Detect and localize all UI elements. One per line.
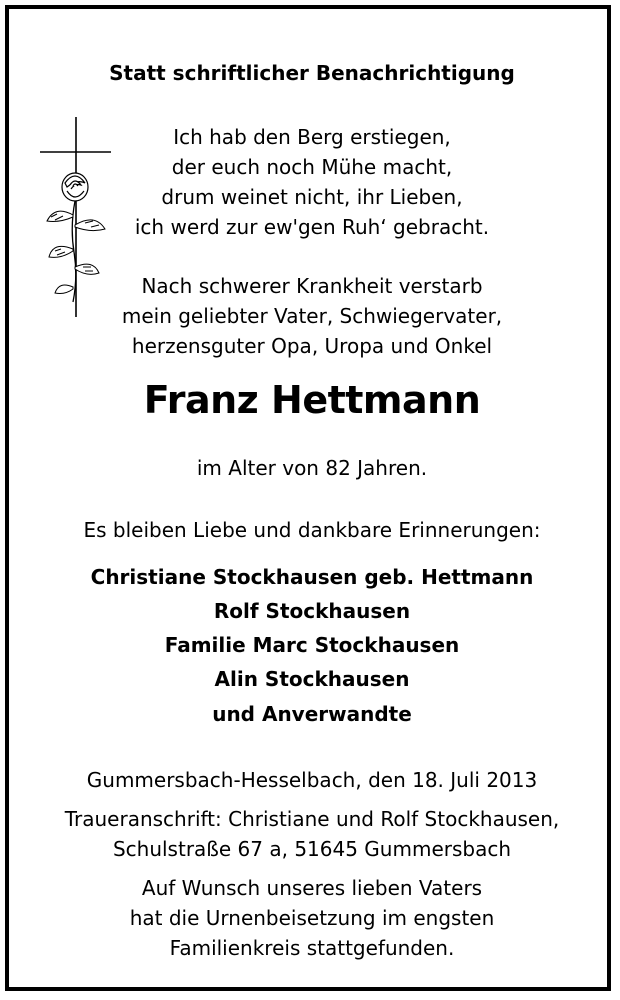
intro-line: mein geliebter Vater, Schwiegervater, [121, 304, 503, 328]
poem-line: der euch noch Mühe macht, [171, 155, 453, 179]
address-line: Traueranschrift: Christiane und Rolf Stockhausen, [64, 807, 560, 831]
notice-heading: Statt schriftlicher Benachrichtigung [109, 61, 515, 85]
deceased-name: Franz Hettmann [143, 378, 481, 422]
address-block [9, 804, 615, 864]
mourner-name: Familie Marc Stockhausen [164, 633, 460, 657]
poem-block [9, 122, 615, 242]
mourner-name: Rolf Stockhausen [213, 599, 411, 623]
mourner-name: und Anverwandte [212, 702, 412, 726]
closing-line: hat die Urnenbeisetzung im engsten [129, 906, 495, 930]
closing-line: Auf Wunsch unseres lieben Vaters [141, 876, 483, 900]
intro-line: herzensguter Opa, Uropa und Onkel [131, 334, 493, 358]
poem-line: Ich hab den Berg erstiegen, [173, 125, 451, 149]
place-date: Gummersbach-Hesselbach, den 18. Juli 2013 [86, 768, 538, 792]
address-line: Schulstraße 67 a, 51645 Gummersbach [112, 837, 512, 861]
closing-block [9, 873, 615, 963]
age-line: im Alter von 82 Jahren. [196, 456, 428, 480]
mourner-name: Christiane Stockhausen geb. Hettmann [90, 565, 534, 589]
intro-line: Nach schwerer Krankheit verstarb [141, 274, 483, 298]
poem-line: ich werd zur ew'gen Ruh‘ gebracht. [134, 215, 490, 239]
poem-line: drum weinet nicht, ihr Lieben, [161, 185, 463, 209]
mourner-name: Alin Stockhausen [214, 667, 410, 691]
closing-line: Familienkreis stattgefunden. [169, 936, 455, 960]
intro-block [9, 271, 615, 361]
obituary-frame [5, 5, 611, 991]
remembrance-line: Es bleiben Liebe und dankbare Erinnerungen: [83, 518, 541, 542]
